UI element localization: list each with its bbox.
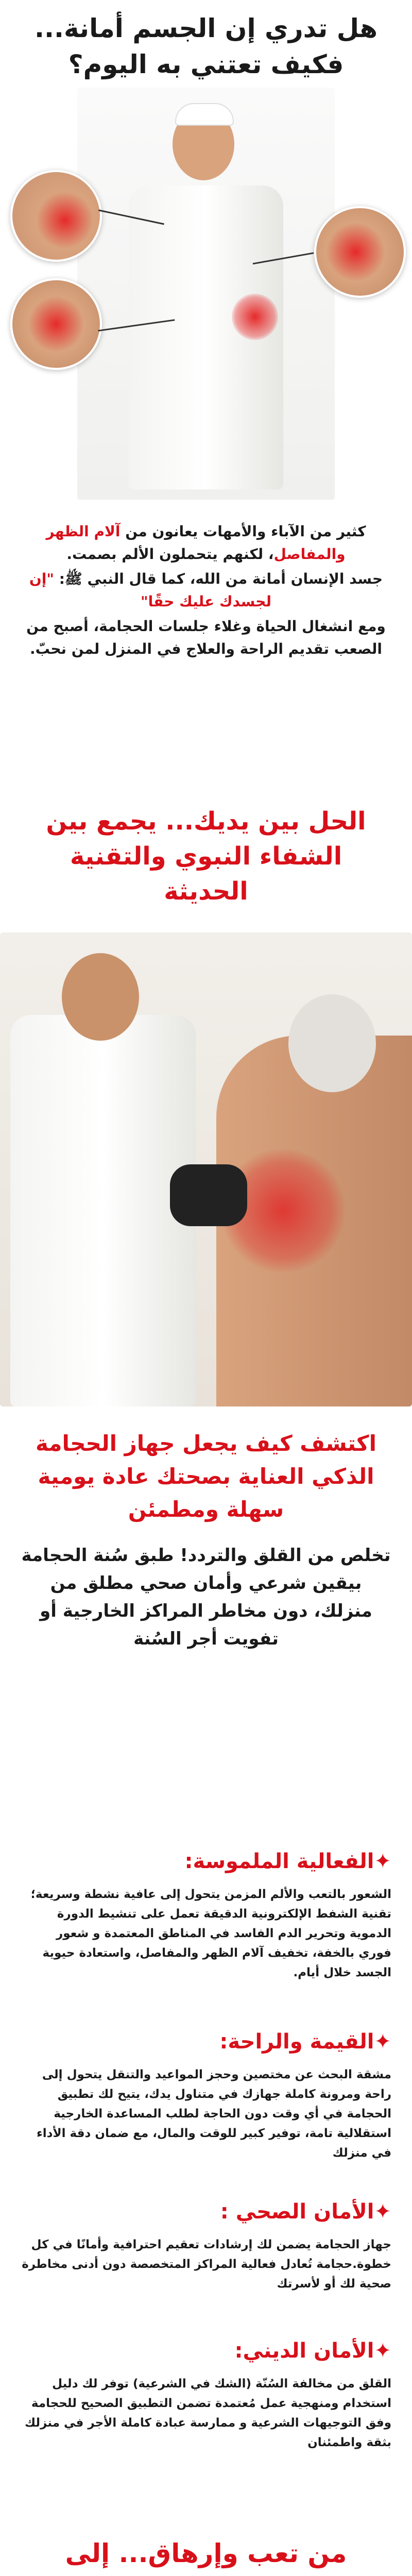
- discover-title: اكتشف كيف يجعل جهاز الحجامة الذكي العناية بصحتك عادة يومية سهلة ومطمئن: [36, 1431, 376, 1522]
- solution-section: [0, 804, 412, 909]
- intro-section: [0, 520, 412, 660]
- feature-text: الشعور بالتعب والألم المزمن يتحول إلى عافية نشطة وسريعة؛ تقنية الشفط الإلكترونية الدقيقة تعمل على تنشيط الدورة الدموية وتحرير الدم الفاسد في المناطق المعتمدة و شعور فوري بالخفة، تخفيف آلام الظهر والمفاصل، واستعادة حيوية الجسد خلال أيام.: [30, 1888, 391, 1979]
- star-icon: ✦: [374, 1850, 391, 1873]
- practitioner-shape: [10, 1015, 196, 1406]
- practitioner-head: [62, 953, 139, 1041]
- feature-title: ✦الفعالية الملموسة:: [184, 1850, 391, 1873]
- transition-section: [0, 2535, 412, 2576]
- discover-body: تخلص من القلق والتردد! طبق سُنة الحجامة بيقين شرعي وأمان صحي مطلق من منزلك، دون مخاطر المراكز الخارجية أو تفويت أجر السُنة: [21, 1545, 391, 1649]
- device-usage-photo: [0, 933, 412, 1406]
- cupping-device: [170, 1164, 247, 1226]
- feature-title: ✦الأمان الصحي :: [220, 2200, 391, 2224]
- feature-text: جهاز الحجامة يضمن لك إرشادات تعقيم احترافية وأمانًا في كل خطوة.حجامة تُعادل فعالية المراكز المتخصصة دون أدنى مخاطرة صحية لك أو لأسرتك: [22, 2238, 391, 2291]
- intro-paragraph-1: كثير من الآباء والأمهات يعانون من آلام الظهر والمفاصل، لكنهم يتحملون الألم بصمت.: [46, 523, 366, 563]
- back-pain-inset: [10, 278, 102, 370]
- star-icon: ✦: [374, 2200, 391, 2224]
- hero-title-line1: هل تدري إن الجسم أمانة...: [35, 13, 377, 43]
- knee-pain-inset: [314, 206, 406, 298]
- intro-highlight: آلام الظهر والمفاصل: [46, 523, 346, 563]
- intro-paragraph-2: جسد الإنسان أمانة من الله، كما قال النبي ﷺ: "إن لجسدك عليك حقًا": [29, 570, 383, 610]
- hero-man-photo: [77, 88, 335, 500]
- star-icon: ✦: [374, 2030, 391, 2054]
- hadith-quote: "إن لجسدك عليك حقًا": [29, 570, 271, 610]
- back-pain-spot: [232, 294, 278, 340]
- transition-title: من تعب وإرهاق... إلى: [65, 2538, 347, 2568]
- feature-effectiveness: [0, 1850, 412, 1982]
- hero-section: [0, 10, 412, 82]
- feature-health-safety: [0, 2200, 412, 2294]
- feature-title: ✦القيمة والراحة:: [219, 2030, 391, 2054]
- feature-text: مشقة البحث عن مختصين وحجز المواعيد والتنقل يتحول إلى راحة ومرونة كاملة جهازك في متناول يدك، يتيح لك تطبيق الحجامة في أي وقت دون الحاجة لطلب المساعدة الخارجية استقلالية تامة، توفير كبير للوقت والمال، مع ضمان دقة الأداء في منزلك: [37, 2068, 391, 2160]
- patient-head: [288, 994, 376, 1092]
- feature-title: ✦الأمان الديني:: [234, 2339, 391, 2363]
- hero-title-line2: فكيف تعتني به اليوم؟: [68, 49, 344, 79]
- feature-value: [0, 2030, 412, 2163]
- cap-shape: [175, 103, 234, 126]
- hero-title: [0, 10, 412, 82]
- solution-title: الحل بين يديك... يجمع بين الشفاء النبوي والتقنية الحديثة: [46, 807, 366, 906]
- feature-text: القلق من مخالفة السُنّة (الشك في الشرعية) توفر لك دليل استخدام ومنهجية عمل مُعتمدة تضمن التطبيق الصحيح للحجامة وفق التوجيهات الشرعية و ممارسة عبادة كاملة الأجر في منزلك بثقة واطمئنان: [25, 2377, 391, 2449]
- intro-paragraph-3: ومع انشغال الحياة وغلاء جلسات الحجامة، أصبح من الصعب تقديم الراحة والعلاج في المنزل لمن نحبّ.: [26, 618, 386, 657]
- shoulder-pain-inset: [10, 170, 102, 262]
- star-icon: ✦: [374, 2339, 391, 2363]
- feature-religious-safety: [0, 2339, 412, 2452]
- discover-section: [0, 1427, 412, 1653]
